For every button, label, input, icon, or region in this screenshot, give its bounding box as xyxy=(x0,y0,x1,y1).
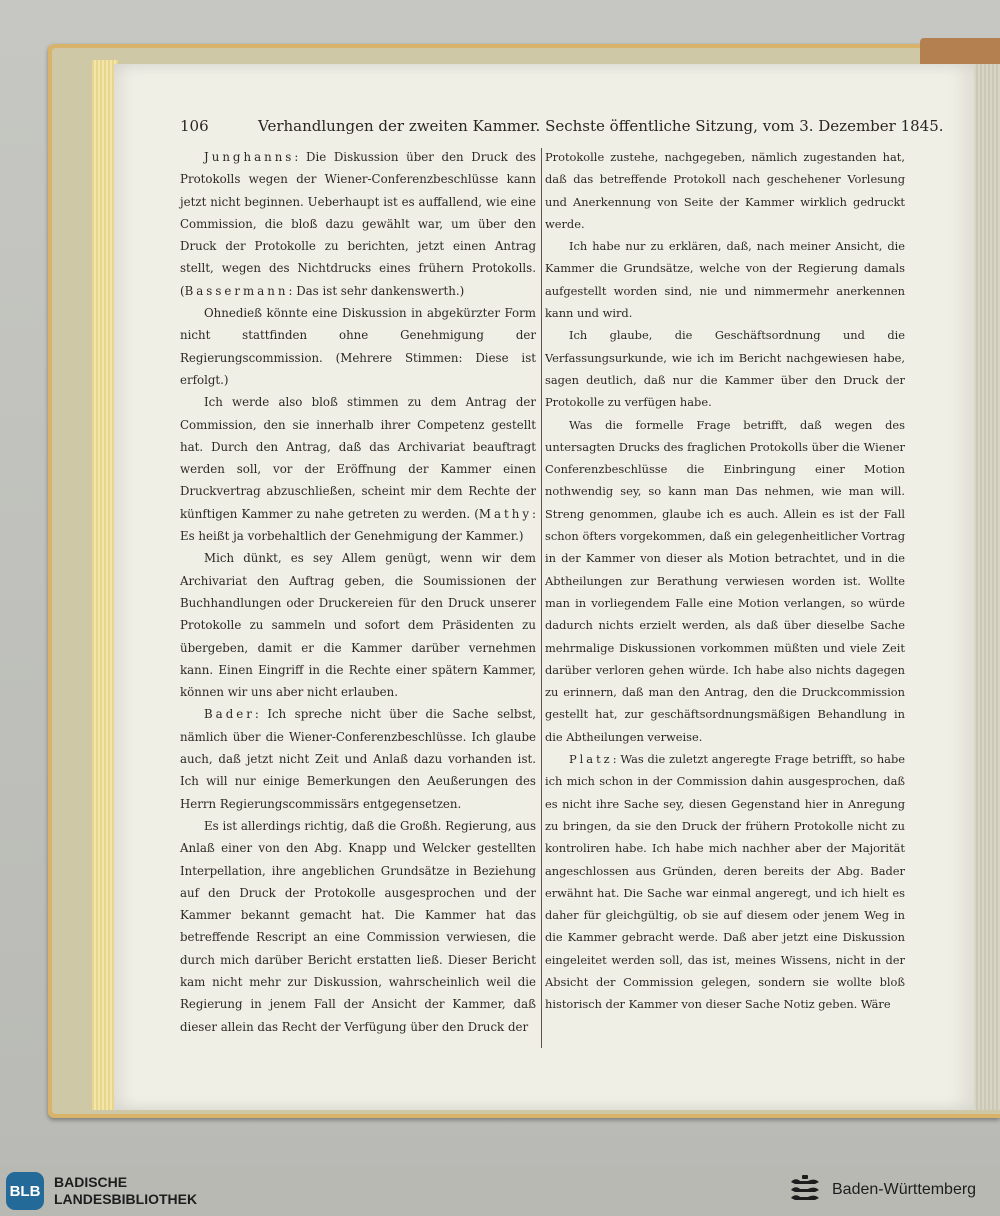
paragraph xyxy=(545,748,905,1016)
paragraph-text: : Was die zuletzt angeregte Frage betrifft, so habe ich mich schon in der Commission dahin ausgesprochen, daß es nicht ihre Sache sey, diesen Gegenstand hier in Anregung zu bringen, da sie den Druck der frühern Protokolle nicht zu kontroliren habe. Ich habe mich nachher aber der Majorität angeschlossen aus Gründen, deren bereits der Abg. Bader erwähnt hat. Die Sache war einmal angeregt, und ich hielt es daher für gleichgültig, ob sie auf diesem oder jenem Weg in die Kammer gebracht werde. Daß aber jetzt eine Diskussion eingeleitet werden soll, das ist, meines Wissens, nicht in der Absicht der Commission gelegen, sondern sie wollte bloß historisch der Kammer von dieser Sache Notiz geben. Wäre xyxy=(545,752,905,1012)
paragraph xyxy=(545,235,905,324)
paragraph xyxy=(180,302,536,391)
paragraph-text: Ich glaube, die Geschäftsordnung und die Verfassungsurkunde, wie ich im Bericht nachgewiesen habe, sagen deutlich, daß nur die Kammer über den Druck der Protokolle zu verfügen habe. xyxy=(545,328,905,410)
paragraph xyxy=(180,146,536,302)
paragraph-text: Ich werde also bloß stimmen zu dem Antrag der Commission, den sie innerhalb ihrer Competenz gestellt hat. Durch den Antrag, daß das Archivariat beauftragt werden soll, vor der Eröffnung der Kammer einen Druckvertrag abzuschließen, scheint mir dem Rechte der künftigen Kammer zu nahe getreten zu werden. ( xyxy=(180,395,536,521)
viewer-footer xyxy=(0,1166,1000,1216)
paragraph-text: : Die Diskussion über den Druck des Protokolls wegen der Wiener-Conferenzbeschlüsse kann jetzt nicht beginnen. Ueberhaupt ist es auffallend, wie eine Commission, die bloß dazu gewählt war, um über den Druck der Protokolle zu berichten, jetzt einen Antrag stellt, wegen des Nichtdrucks eines frühern Protokolls. ( xyxy=(180,150,536,298)
next-page-edges xyxy=(974,64,1000,1110)
library-name-line2: LANDESBIBLIOTHEK xyxy=(54,1191,198,1207)
running-title: Verhandlungen der zweiten Kammer. Sechste öffentliche Sitzung, vom 3. Dezember 1845. xyxy=(258,117,944,135)
column-divider xyxy=(541,148,542,1048)
page-number: 106 xyxy=(180,117,209,135)
paragraph xyxy=(545,414,905,748)
speaker-name: Mathy xyxy=(478,506,533,521)
paragraph-text: Es ist allerdings richtig, daß die Großh. Regierung, aus Anlaß einer von den Abg. Knapp und Welcker gestellten Interpellation, ihre angeblichen Grundsätze in Beziehung auf den Druck der Protokolle ausgesprochen und der Kammer bekannt gemacht hat. Die Kammer hat das betreffende Rescript an eine Commission verwiesen, die durch mich darüber Bericht erstatten ließ. Dieser Bericht kam nicht mehr zur Diskussion, wahrscheinlich weil die Regierung in jenem Fall der Ansicht der Kammer, daß dieser allein das Recht der Verfügung über den Druck der xyxy=(180,818,536,1034)
right-column xyxy=(545,146,905,1016)
paragraph-text: Ich habe nur zu erklären, daß, nach meiner Ansicht, die Kammer die Grundsätze, welche von der Regierung damals aufgestellt worden sind, nie und nimmermehr anerkennen kann und wird. xyxy=(545,239,905,321)
library-name-line1: BADISCHE xyxy=(54,1174,128,1190)
paragraph xyxy=(545,146,905,235)
paragraph xyxy=(180,815,536,1038)
speaker-name: Junghanns xyxy=(204,150,295,164)
paragraph xyxy=(180,703,536,814)
left-column xyxy=(180,146,536,1038)
paragraph xyxy=(180,391,536,547)
speaker-name: Bassermann xyxy=(184,283,289,298)
paragraph-text: : Das ist sehr dankenswerth.) xyxy=(288,283,465,298)
paragraph-text: Ohnedieß könnte eine Diskussion in abgekürzter Form nicht stattfinden ohne Genehmigung der Regierungscommission. (Mehrere Stimmen: Diese ist erfolgt.) xyxy=(180,306,536,387)
blb-logo-icon[interactable]: BLB xyxy=(6,1172,44,1210)
library-name[interactable] xyxy=(54,1174,254,1208)
baden-wuerttemberg-lions-icon[interactable] xyxy=(788,1174,822,1208)
speaker-name: Bader xyxy=(204,707,255,722)
speaker-name: Platz xyxy=(569,752,613,767)
paragraph-text: : Ich spreche nicht über die Sache selbst, nämlich über die Wiener-Conferenzbeschlüsse. Ich glaube auch, daß jetzt nicht Zeit und Anlaß dazu vorhanden ist. Ich will nur einige Bemerkungen den Aeußerungen des Herrn Regierungscommissärs entgegensetzen. xyxy=(180,707,536,811)
paragraph-text: Protokolle zustehe, nachgegeben, nämlich zugestanden hat, daß das betreffende Protokoll nach geschehener Vorlesung und Anerkennung von Seite der Kammer wirklich gedruckt werde. xyxy=(545,150,905,231)
paragraph xyxy=(180,547,536,703)
paragraph xyxy=(545,324,905,413)
paragraph-text: : Es heißt ja vorbehaltlich der Genehmigung der Kammer.) xyxy=(180,506,536,544)
paragraph-text: Was die formelle Frage betrifft, daß wegen des untersagten Drucks des fraglichen Protokolls über die Wiener Conferenzbeschlüsse die Einbringung einer Motion nothwendig sey, so kann man Das nehmen, wie man will. Streng genommen, glaube ich es auch. Allein es ist der Fall schon öfters vorgekommen, daß ein gelegenheitlicher Vortrag in der Kammer von dieser als Motion betrachtet, und in die Abtheilungen zur Berathung verwiesen worden ist. Wollte man in vorliegendem Falle eine Motion verlangen, so würde dadurch nichts erzielt werden, als daß über dieselbe Sache mehrmalige Diskussionen vorkommen müßten und viele Zeit darüber verloren gehen würde. Ich habe also nichts dagegen zu erinnern, daß man den Antrag, den die Druckcommission gestellt hat, zur geschäftsordnungsmäßigen Behandlung in die Abtheilungen verweise. xyxy=(545,417,905,744)
paragraph-text: Mich dünkt, es sey Allem genügt, wenn wir dem Archivariat den Auftrag geben, die Soumissionen der Buchhandlungen oder Druckereien für den Druck unserer Protokolle zu sammeln und sofort dem Präsidenten zu übergeben, damit er die Kammer darüber vernehmen kann. Einen Eingriff in die Rechte einer spätern Kammer, können wir uns aber nicht erlauben. xyxy=(180,551,536,700)
page-header xyxy=(180,117,944,139)
state-name[interactable]: Baden-Württemberg xyxy=(832,1181,977,1198)
